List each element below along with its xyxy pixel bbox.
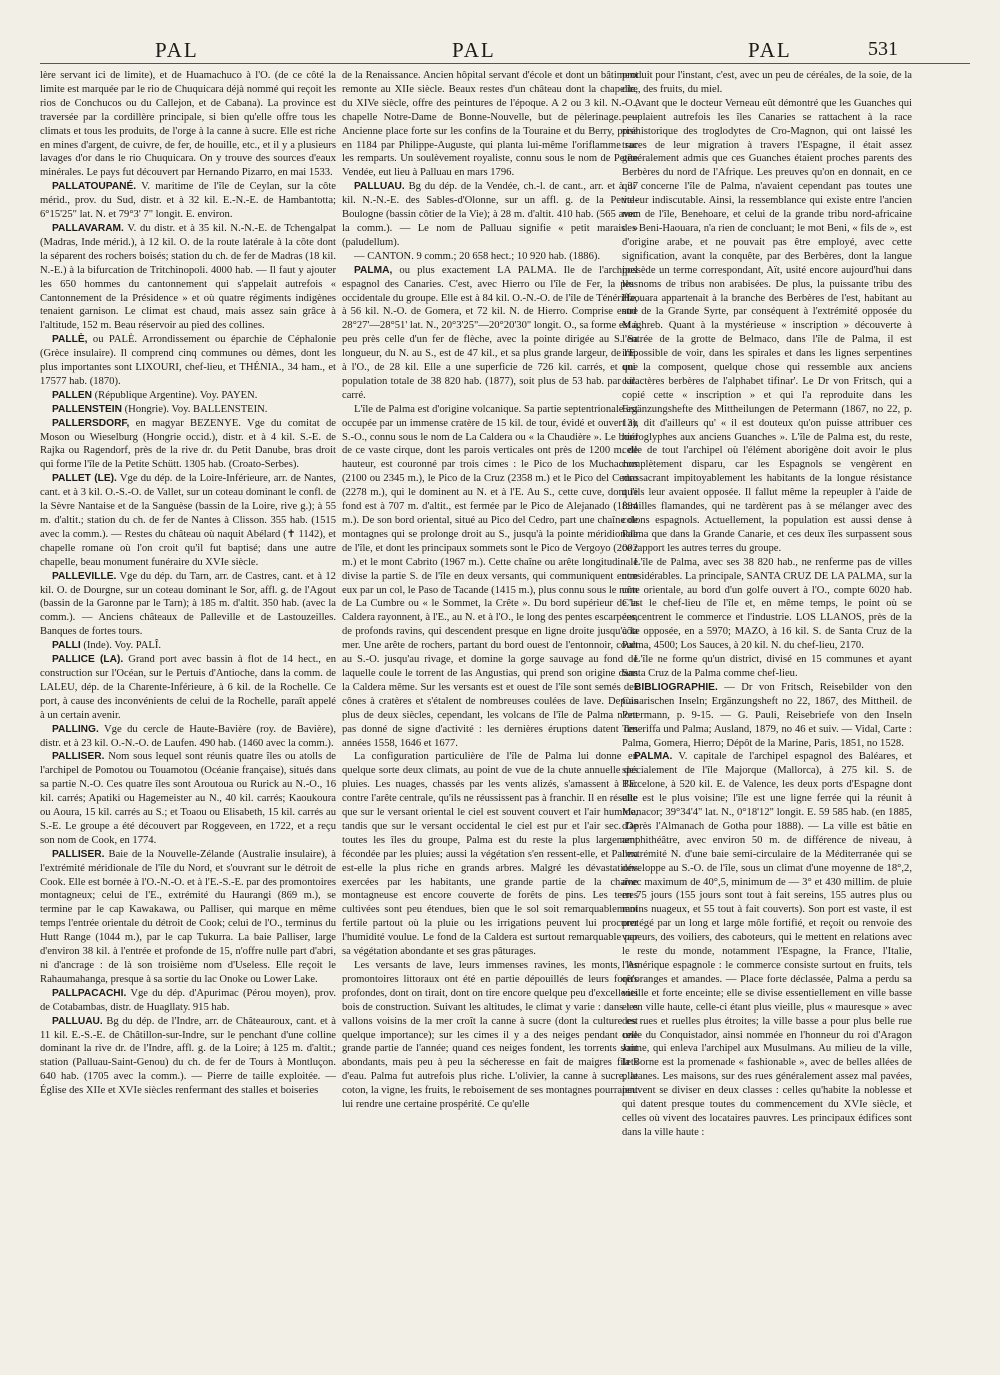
entry-headword: PALLATOUPANÉ. bbox=[52, 181, 137, 193]
entry-headword: PALLING. bbox=[52, 723, 99, 735]
entry-headword: PALLISER. bbox=[52, 751, 105, 763]
dictionary-entry bbox=[40, 222, 336, 333]
entry-text: L'île ne forme qu'un district, divisé en 15 communes et ayant Santa Cruz de la Palma comme chef-lieu. bbox=[622, 654, 912, 679]
entry-text: — Dr von Fritsch, Reisebilder von den Canarischen Inseln; Ergänzungsheft no 22, 1867, des Mittheil. de Petermann, p. 9-15. — G. Pauli, Reisebriefe von den Inseln Teneriffa und Palma; Ausland, 1879, no 46 et suiv. — Vidal, Carte : Palma, Gomera, Hierro; Dépôt de la Marine, Paris, 1851, no 1528. bbox=[622, 681, 912, 749]
dictionary-entry bbox=[622, 681, 912, 751]
dictionary-entry bbox=[342, 403, 638, 751]
entry-text: lère servant ici de limite), et de Huamachuco à l'O. (de ce côté la limite est marquée par le rio de Chuquicara déjà nommé qui reçoit les rios de Conchucos ou du Callejon, et de Cabana). La province est traversée par la cordillère principale, si bien qu'elle offre tous les climats et tous les produits, de l'orge à la canne à sucre. Elle est riche en mines d'argent, de cuivre, de fer, de houille, etc., et il y a plusieurs lavages d'or dans le rio Chuquicara. On y trouve des sources d'eaux minérales. Le pays fut découvert par Hernando Pizarro, en mai 1533. bbox=[40, 70, 336, 179]
dictionary-entry bbox=[622, 69, 912, 97]
entry-text: La configuration particulière de l'île de Palma lui donne en quelque sorte deux climats, au point de vue de la chute annuelle des pluies. Les nuages, chassés par les vents alizés, s'amassent à l'E. contre l'arête centrale, qu'ils ne réussissent pas à franchir. Il en résulte que sur le versant oriental le ciel est souvent couvert et l'air humide, tandis que sur le versant occidental le ciel est pur et l'air sec. De toutes les îles du groupe, Palma est du reste la plus largement fécondée par les pluies; aussi la végétation s'en ressent-elle, et Palma est-elle la plus riche en grands arbres. Malgré les dévastations exercées par les habitants, une grande partie de la chaîne montagneuse est encore couverte de forêts de pins. Les terres cultivées sont peu étendues, bien que le sol soit remarquablement fertile partout où la pluie ou les irrigations peuvent lui procurer l'humidité voulue. Le fond de la Caldera est surtout remarquable par sa végétation abondante et ses gras pâturages. bbox=[342, 751, 638, 958]
dictionary-entry bbox=[342, 69, 638, 180]
entry-text: Bg du dép. de la Vendée, ch.-l. de cant., arr. et à 37 kil. N.-N.-E. des Sables-d'Olonne, sur un affl. g. de la Petite-Boulogne (bassin côtier de la Vie); à 28 m. d'altit. 410 hab. (565 avec la comm.). — Le nom de Palluau signifie « petit marais » (paludellum). bbox=[342, 181, 638, 248]
entry-text: Baie de la Nouvelle-Zélande (Australie insulaire), à l'extrémité méridionale de l'île du Nord, et s'ouvrant sur le détroit de Cook. Elle est bornée à l'O.-N.-O. et à l'E.-S.-E. par des promontoires montagneux; celui de l'E., extrémité du Haurangi (869 m.), se termine par le cap Kawakawa, ou Palliser, qui marque en même temps l'entrée orientale du détroit de Cook; celui de l'O., terminus du Hutt Range (1044 m.), par le cap Tukurra. La baie Palliser, large d'environ 38 kil. à l'entrée et profonde de 15, n'offre nulle part d'abri, ni d'ancrage : de là son troisième nom d'Useless. Elle reçoit le Rahaumahanga, presque à sa sortie du lac Onoke ou Lower Lake. bbox=[40, 848, 336, 985]
entry-text: Vge du dép. d'Apurimac (Pérou moyen), prov. de Cotabambas, distr. de Huagllaty. 915 hab. bbox=[40, 987, 336, 1013]
dictionary-entry bbox=[40, 1015, 336, 1098]
dictionary-entry bbox=[40, 653, 336, 723]
entry-text: V. maritime de l'île de Ceylan, sur la côte mérid., prov. du Sud, distr. et à 32 kil. E.-N.-E. de Hambantotta; 6°15'25" lat. N. et 79°3' 7" longit. E. environ. bbox=[40, 181, 336, 221]
entry-headword: PALLISER. bbox=[52, 848, 105, 860]
entry-text: Nom sous lequel sont réunis quatre îles ou atolls de l'archipel de Pomotou ou Touamotou (Océanie française), situés dans sa partie N.-O. Ces quatre îles sont Aroutoua ou Rurick au N.-O., 16 kil. carrés; Apatiki ou Hagemeister au N., 40 kil. carrés; Kaoukoura ou Aoura, 15 kil. carrés au S.; et Toaou ou Elisabeth, 15 kil. carrés au S.-E. Le groupe a été découvert par Roggeveen, en 1722, et a reçu son nom de Cook, en 1774. bbox=[40, 751, 336, 846]
dictionary-entry bbox=[40, 750, 336, 847]
dictionary-entry bbox=[40, 403, 336, 417]
dictionary-entry bbox=[40, 417, 336, 473]
running-head-left: PAL bbox=[155, 38, 199, 62]
dictionary-entry bbox=[40, 723, 336, 751]
entry-text: Vge du dép. du Tarn, arr. de Castres, cant. et à 12 kil. O. de Dourgne, sur un coteau dominant le Sor, affl. g. de l'Agout (bassin de la Garonne par le Tarn); à 185 m. d'altit. 350 hab. (avec la comm.). — Anciens châteaux de Palleville et de Lastouzeilles. Banques de fortes tours. bbox=[40, 570, 336, 638]
running-head-center: PAL bbox=[452, 38, 496, 62]
entry-text: (Hongrie). Voy. BALLENSTEIN. bbox=[124, 403, 268, 415]
dictionary-entry bbox=[40, 570, 336, 640]
entry-headword: PALLEN bbox=[52, 389, 92, 401]
dictionary-entry bbox=[40, 848, 336, 987]
entry-text: Vge du dép. de la Loire-Inférieure, arr. de Nantes, cant. et à 3 kil. O.-S.-O. de Vallet, sur un coteau dominant le confl. de la Sèvre Nantaise et de la Sanguèse (bassin de la Loire, rive g.); à 55 m. d'altit.; station du ch. de fer de Nantes à Clisson. 355 hab. (1515 avec la comm.). — Restes du château où naquit Abélard (✝ 1142), et chapelle romane où l'on croit qu'il fut baptisé; dans une autre chapelle, beau monument funéraire du XVIe siècle. bbox=[40, 473, 336, 568]
entry-headword: PALLERSDORF, bbox=[52, 417, 130, 429]
entry-text: Grand port avec bassin à flot de 14 hect., en construction sur l'Océan, sur le Pertuis d'Antioche, dans la comm. de LALEU, dép. de la Charente-Inférieure, à 6 kil. de la Rochelle. Ce port, à cause des inconvénients de celui de la Rochelle, paraît appelé à un certain avenir. bbox=[40, 654, 336, 721]
dictionary-entry bbox=[342, 750, 638, 959]
entry-headword: PALMA, bbox=[354, 264, 393, 276]
entry-text: V. du distr. et à 35 kil. N.-N.-E. de Tchengalpat (Madras, Inde mérid.), à 12 kil. O. de la route latérale à la côte dont la séparent des rochers boisés; station du ch. de fer de Madras (18 kil. N.-E.) à la bifurcation de Tritchinopoli. 4000 hab. — Il faut y ajouter les 650 hommes du cantonnement qui s'appelait autrefois « Cantonnement de la Présidence » et où quatre régiments indigènes tenaient garnison. Le climat est chaud, mais assez sain grâce à l'altitude, 152 m. Beau réservoir au pied des collines. bbox=[40, 222, 336, 332]
dictionary-entry bbox=[40, 639, 336, 653]
entry-headword: PALLUAU. bbox=[354, 181, 405, 193]
entry-text: (Inde). Voy. PALÎ. bbox=[83, 640, 162, 652]
entry-text: ou PALÈ. Arrondissement ou éparchie de Céphalonie (Grèce insulaire). Il comprend cinq communes ou dèmes, dont les plus importantes sont LIXOURI, chef-lieu, et THÉNIA., 34 ham., et 17577 hab. (1870). bbox=[40, 334, 336, 387]
entry-headword: PALLAVARAM. bbox=[52, 222, 124, 234]
header-rule bbox=[40, 63, 970, 64]
column-1 bbox=[40, 69, 336, 1364]
dictionary-entry bbox=[40, 180, 336, 222]
dictionary-entry bbox=[622, 556, 912, 653]
dictionary-entry bbox=[40, 333, 336, 389]
entry-headword: PALLÈ, bbox=[52, 334, 88, 346]
entry-headword: PALLI bbox=[52, 640, 81, 652]
entry-text: de la Renaissance. Ancien hôpital servant d'école et dont un bâtiment remonte au XIIe siècle. Beaux restes d'un château dont la chapelle, du XIVe siècle, offre des peintures de l'époque. A 2 ou 3 kil. N.-O., chapelle Notre-Dame de Bonne-Nouvelle, but de pèlerinage. — Ancienne place forte sur les confins de la Touraine et du Berry, prise en 1184 par Philippe-Auguste, qui planta lui-même l'oriflamme sur les remparts. Un soulèvement royaliste, connu sous le nom de Petite Vendée, eut lieu à Palluau en mars 1796. bbox=[342, 70, 638, 179]
entry-text: ou plus exactement LA PALMA. Ile de l'archipel espagnol des Canaries. C'est, avec Hierro ou l'île de Fer, la plus occidentale du groupe. Elle est à 84 kil. O.-N.-O. de l'île de Ténériffe, à 56 kil. N.-O. de Gomera, et 72 kil. N. de Hierro. Comprise entre 28°27'—28°51' lat. N., 20°3'25"—20°20'30" longit. O., sa forme est à peu près celle d'un fer de flèche, avec la pointe dirigée au S. Sa longueur, du N. au S., est de 47 kil., et sa plus grande largeur, de l'E. à l'O., de 28 kil. Elle a une superficie de 726 kil. carrés, et une population totale de 38 820 hab. (1877), soit plus de 53 hab. par kil. carré. bbox=[342, 264, 638, 401]
running-head-right: PAL bbox=[748, 38, 792, 62]
entry-headword: PALLENSTEIN bbox=[52, 403, 122, 415]
entry-text: Avant que le docteur Verneau eût démontré que les Guanches qui peuplaient autrefois les îles Canaries se rattachent à la race préhistorique des troglodytes de Cro-Magnon, qui ont laissé les traces de leur migration à travers l'Espagne, il était assez généralement admis que ces Guanches étaient proches parents des Berbères du nord de l'Afrique. Les preuves qu'on en donnait, en ce qui concerne l'île de Palma, n'avaient cependant pas toutes une valeur indiscutable. Ainsi, la ressemblance qui existe entre l'ancien nom de l'île, Benehoare, et celui de la grande tribu nord-africaine des Beni-Haouara, n'a rien de concluant; le mot Beni, « fils de », est d'origine arabe, et ne pouvait pas être employé, avec cette signification, avant la conquête, par des Berbères, dont la langue possède un terme correspondant, Aït, usité encore aujourd'hui dans les noms de tribus non arabisées. De plus, la puissante tribu des Haouara appartenait à la branche des Berbères de l'est, habitant au sud de la Grande Syrte, par conséquent à l'extrémité opposée du Maghreb. Quant à la mystérieuse « inscription » découverte à l'entrée de la grotte de Belmaco, dans l'île de Palma, il est impossible de voir, dans les spirales et dans les lignes serpentines qui la composent, quelque chose qui ressemble aux anciens caractères berbères de l'alphabet tifinar'. Le Dr von Fritsch, qui a copié cette « inscription » et qui l'a reproduite dans les Ergänzungshefte des Mittheilungen de Petermann (1867, no 22, p. 13), dit d'ailleurs qu' « il est douteux qu'on puisse attribuer ces hiéroglyphes aux anciens Guanches ». L'île de Palma est, du reste, celle de tout l'archipel où l'élément aborigène doit avoir le plus complètement disparu, car les Espagnols se vengèrent en massacrant impitoyablement les habitants de la longue résistance qu'ils leur avaient opposée. Il fallut même la repeupler à l'aide de familles flamandes, qui ne tardèrent pas à se mélanger avec des colons espagnols. Actuellement, la population est aussi dense à Palma que dans la Grande Canarie, et ces deux îles surpassent sous ce rapport les autres terres du groupe. bbox=[622, 97, 912, 554]
dictionary-entry bbox=[622, 97, 912, 556]
column-2 bbox=[342, 69, 638, 1364]
column-3 bbox=[622, 69, 912, 1364]
dictionary-entry bbox=[342, 264, 638, 403]
dictionary-entry bbox=[342, 250, 638, 264]
dictionary-entry bbox=[40, 69, 336, 180]
dictionary-entry bbox=[622, 750, 912, 1139]
entry-text: en magyar BEZENYE. Vge du comitat de Moson ou Wieselburg (Hongrie occid.), distr. et à 4 kil. S.-E. de Rajka ou Ragendorf, près de la rive dr. du Petit Danube, bras droit qui forme l'île de la Petite Schütt. 1305 hab. (Croato-Serbes). bbox=[40, 417, 336, 471]
entry-text: V. capitale de l'archipel espagnol des Baléares, et spécialement de l'île Majorque (Mallorca), à 275 kil. S. de Barcelone, à 520 kil. E. de Valence, les deux ports d'Espagne dont elle est le plus voisine; l'île est une ligne ferrée qui la réunit à Manacor; 39°34'4" lat. N., 0°18'12" longit. E. 59 585 hab. (en 1885, d'après l'Almanach de Gotha pour 1888). — La ville est bâtie en amphithéâtre, avec environ 50 m. de différence de niveau, à l'extrémité N. d'une baie semi-circulaire de la Méditerranée qui se développe au S.-O. de l'île, sous un climat d'une moyenne de 18°,2, avec maximum de 40°,5, minimum de — 3° et 430 millim. de pluie en 75 jours (155 jours sont tout à fait sereins, 155 autres plus ou moins nuageux, et 55 tout à fait couverts). Son port est vaste, il est protégé par un long et large môle fortifié, et reçoit ou renvoie des vapeurs, des voiliers, des caboteurs, qui le mettent en relations avec le reste du monde, notamment l'Espagne, la France, l'Italie, l'Amérique espagnole : le commerce consiste surtout en fruits, tels qu'oranges et amandes. — Place forte déclassée, Palma a perdu sa vieille et forte enceinte; elle se divise essentiellement en ville basse et en ville haute, celle-ci étant plus vieille, plus « mauresque » avec des rues et ruelles plus étroites; la ville basse a pour plus belle rue celle du Conquistador, ainsi nommée en l'honneur du roi d'Aragon Jaime, qui enleva l'archipel aux Musulmans. Au milieu de la ville, la Borne est la promenade « fashionable », avec de belles allées de platanes. Les maisons, sur des rues généralement assez mal pavées, peuvent se diviser en deux classes : celles qu'habite la noblesse et qui datent presque toutes du commencement du XVIe siècle, et celles où vivent des locataires pauvres. Les principaux édifices sont dans la ville haute : bbox=[622, 751, 912, 1138]
entry-headword: PALMA. bbox=[634, 751, 673, 763]
dictionary-entry bbox=[342, 180, 638, 250]
entry-text: produit pour l'instant, c'est, avec un peu de céréales, de la soie, de la cire, des fruits, du miel. bbox=[622, 70, 912, 95]
entry-text: Vge du cercle de Haute-Bavière (roy. de Bavière), distr. et à 23 kil. O.-N.-O. de Laufen. 490 hab. (1460 avec la comm.). bbox=[40, 723, 336, 749]
dictionary-entry bbox=[40, 472, 336, 569]
entry-text: Les versants de lave, leurs immenses ravines, les monts, les promontoires littoraux ont été en partie dépouillés de leurs forêts profondes, dont on tirait, dont on tire encore quelque peu d'excellents bois de construction. Suivant les altitudes, le climat y varie : dans les vallons voisins de la mer croît la canne à sucre (dont la culture est quelque importance); sur les cimes il y a des neiges pendant une grande partie de l'année; quand ces neiges fondent, les torrents sont abondants, mais peu à peu la sécheresse en fait de maigres filets d'eau. Palma fut autrefois plus riche. L'olivier, la canne à sucre, le coton, la vigne, les fruits, le reboisement de ses montagnes pourraient lui rendre une certaine prospérité. Ce qu'elle bbox=[342, 960, 638, 1111]
entry-text: L'île de Palma est d'origine volcanique. Sa partie septentrionale est occupée par un immense cratère de 15 kil. de tour, évidé et ouvert au S.-O., connu sous le nom de La Caldera ou « la Chaudière ». Le bord de ce vaste cirque, dont les parois verticales ont près de 1200 m. de hauteur, est couronné par trois cimes : le Pico de los Muchachos (2100 ou 2345 m.), le Pico de la Cruz (2358 m.) et le Pico del Cedro (2278 m.), qui le dominent au N. et à l'E. Au S., cette cuve, dont le fond est à 707 m. d'altit., est fermée par le Pico de Alejanado (1894 m.). De son bord oriental, situé au Pico del Cedro, part une chaîne de montagnes qui se prolonge droit au S., jusqu'à la pointe méridionale de l'île, et dont les principaux sommets sont le Pico de Vergoyo (2002 m.) et le mont Cabrito (1967 m.). Cette chaîne ou arête longitudinale divise la partie S. de l'île en deux versants, qui communiquent entre eux par un col, le Paso de Tacande (1415 m.), plus connu sous le nom de La Cumbre ou « le Sommet, la Crête ». Du bord supérieur de la Caldera rayonnent, à l'E., au N. et à l'O., le long des pentes escarpées, de profonds ravins, qui descendent presque en ligne droite jusqu'à la mer. Une arête de rochers, partant du bord ouest de l'entonnoir, court au S.-O. jusqu'au rivage, et domine la gorge sauvage au fond de laquelle coule le torrent de las Angustias, qui prend son origine dans la Caldera même. Sur les versants est et ouest de l'île sont semés des cônes à cratères et s'étalent de nombreuses coulées de lave. Depuis plus de deux siècles, cependant, les volcans de l'île de Palma n'ont pas donné de signe d'activité : les dernières éruptions datent des années 1558, 1646 et 1677. bbox=[342, 403, 638, 749]
entry-headword: BIBLIOGRAPHIE. bbox=[634, 681, 718, 693]
entry-headword: PALLPACACHI. bbox=[52, 987, 127, 999]
entry-headword: PALLEVILLE. bbox=[52, 570, 117, 582]
dictionary-entry bbox=[40, 389, 336, 403]
entry-text: L'île de Palma, avec ses 38 820 hab., ne renferme pas de villes considérables. La principale, SANTA CRUZ DE LA PALMA, sur la côte orientale, au bord d'un golfe ouvert à l'O., compte 6020 hab. C'est le chef-lieu de l'île et, en même temps, le point où se concentrent le commerce et l'industrie. LOS LLANOS, près de la côte opposée, en a 5970; MAZO, à 16 kil. S. de Santa Cruz de la Palma, 4500; Los Sauces, à 20 kil. N. du chef-lieu, 2170. bbox=[622, 556, 912, 652]
entry-headword: PALLET (LE). bbox=[52, 473, 117, 485]
entry-headword: PALLUAU. bbox=[52, 1015, 103, 1027]
entry-text: Bg du dép. de l'Indre, arr. de Châteauroux, cant. et à 11 kil. E.-S.-E. de Châtillon-sur-Indre, sur le penchant d'une colline dominant la rive dr. de l'Indre, affl. g. de la Loire; à 125 m. d'altit.; station (Palluau-Saint-Genou) du ch. de fer de Tours à Montluçon. 640 hab. (1705 avec la comm.). — Pierre de taille exploitée. — Église des XIIe et XVIe siècles renfermant des stalles et boiseries bbox=[40, 1015, 336, 1097]
entry-text: — CANTON. 9 comm.; 20 658 hect.; 10 920 hab. (1886). bbox=[354, 250, 601, 262]
entry-text: (République Argentine). Voy. PAYEN. bbox=[94, 389, 258, 401]
dictionary-entry bbox=[622, 653, 912, 681]
dictionary-entry bbox=[40, 987, 336, 1015]
dictionary-entry bbox=[342, 959, 638, 1112]
entry-headword: PALLICE (LA). bbox=[52, 654, 124, 666]
page-number: 531 bbox=[868, 38, 898, 60]
